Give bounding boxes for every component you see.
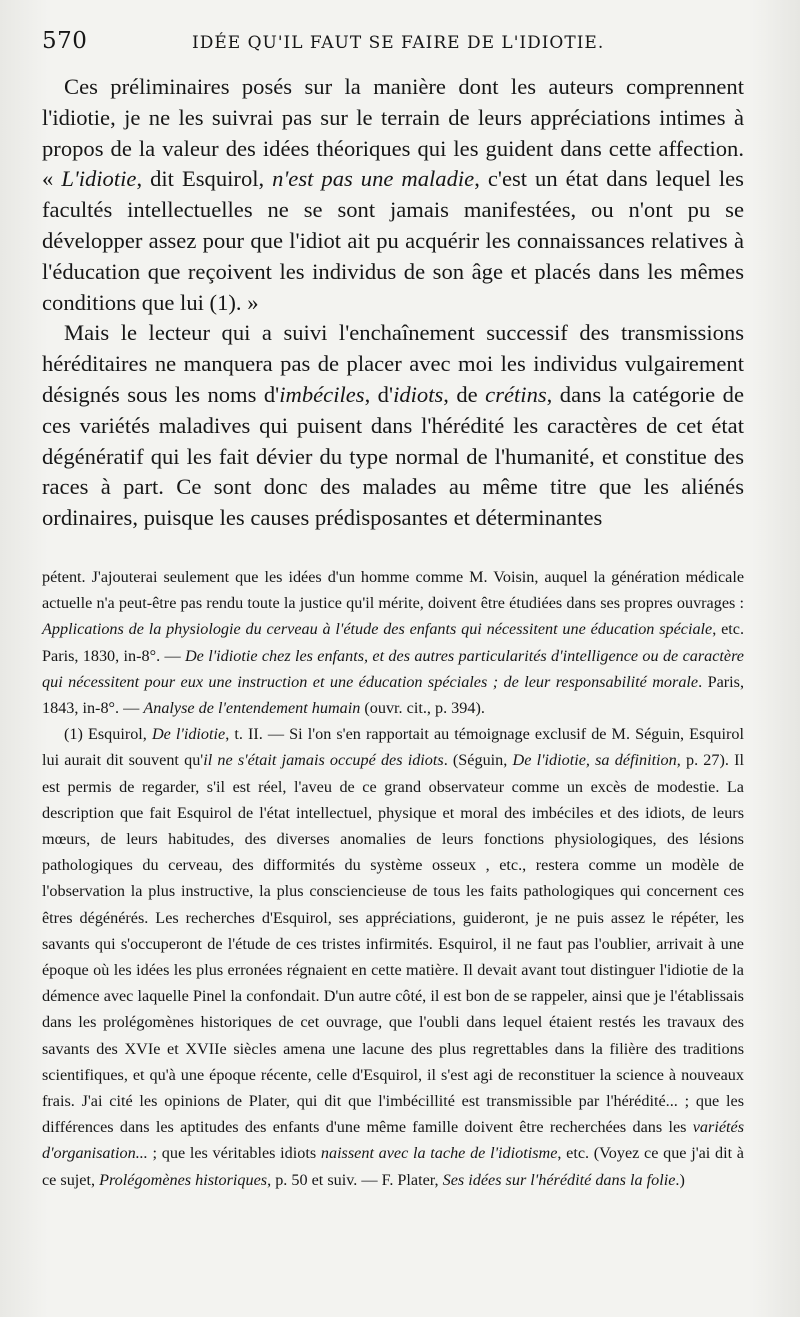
italic-text-segment: Ses idées sur l'hérédité dans la folie: [442, 1170, 676, 1189]
italic-text-segment: naissent avec la tache de l'idiotisme: [320, 1144, 558, 1163]
italic-text-segment: variétés d'organisation...: [42, 1118, 744, 1163]
text-segment: , t. II. — Si l'on s'en rapportait au témoignage exclusif de M. Séguin, Esquirol lui aurait dit souvent qu': [42, 725, 745, 770]
text-segment: , c'est un état dans lequel les facultés intellectuelles ne se sont jamais manifestées, ou n'ont pu se développer assez pour que l'idiot ait pu acquérir les connaissances relatives à l'éducation que reçoivent les individus de son âge et placés dans les mêmes conditions que lui (1). »: [42, 166, 744, 315]
italic-text-segment: idiots: [393, 381, 444, 407]
text-segment: (1) Esquirol,: [64, 725, 152, 744]
text-segment: , p. 50 et suiv. — F. Plater,: [267, 1170, 443, 1189]
footnote-1: [42, 721, 744, 1193]
italic-text-segment: n'est pas une maladie: [272, 166, 475, 192]
italic-text-segment: De l'idiotie: [151, 725, 226, 744]
text-segment: , etc. Paris, 1830, in-8°. —: [42, 620, 744, 665]
text-segment: , dans la catégorie de ces variétés maladives qui puisent dans l'hérédité les caractères de cet état dégénératif qui les fait dévier du type normal de l'humanité, et constitue des races à part. Ce sont donc des malades au même titre que les aliénés ordinaires, puisque les causes prédisposantes et déterminantes: [42, 381, 744, 531]
italic-text-segment: crétins: [485, 381, 547, 407]
text-segment: . Paris, 1843, in-8°. —: [42, 672, 744, 717]
text-segment: .): [675, 1170, 685, 1189]
italic-text-segment: imbéciles: [279, 381, 365, 407]
text-segment: Ces préliminaires posés sur la manière dont les auteurs comprennent l'idiotie, je ne les suivrai pas sur le terrain de leurs appréciations intimes à propos de la valeur des idées théoriques qui les guident dans cette affection. «: [42, 74, 744, 192]
italic-text-segment: il ne s'était jamais occupé des idiots: [203, 751, 444, 770]
text-segment: , d': [364, 381, 394, 407]
text-segment: , p. 27). Il est permis de regarder, s'il est réel, l'aveu de ce grand observateur comme un excès de modestie. La description que fait Esquirol de l'état intellectuel, physique et moral des imbéciles et des idiots, de leurs mœurs, de leurs habitudes, des diverses anomalies de leurs fonctions physiologiques, des lésions pathologiques du cerveau, des difformités du système osseux , etc., restera comme un modèle de l'observation la plus instructive, la plus consciencieuse de tous les faits pathologiques qui concernent ces êtres dégénérés. Les recherches d'Esquirol, ses appréciations, guideront, je ne puis assez le répéter, les savants qui s'occuperont de l'étude de ces tristes infirmités. Esquirol, il ne faut pas l'oublier, arrivait à une époque où les idées les plus erronées régnaient en cette matière. Il devait avant tout distinguer l'idiotie de la démence avec laquelle Pinel la confondait. D'un autre côté, il est bon de se rappeler, ainsi que je l'établissais dans les prolégomènes historiques de cet ouvrage, que l'oubli dans lequel étaient restés les travaux des savants des XVIe et XVIIe siècles amena une lacune des plus regrettables dans la filière des traditions scientifiques, et qu'à une époque récente, celle d'Esquirol, il s'est agi de reconstituer la science à nouveaux frais. J'ai cité les opinions de Plater, qui dit que l'imbécillité est transmissible par l'hérédité... ; que les différences dans les aptitudes des enfants d'une même famille doivent être recherchées dans les: [42, 751, 744, 1137]
paragraph: [42, 72, 744, 318]
text-segment: , etc. (Voyez ce que j'ai dit à ce sujet,: [42, 1144, 744, 1189]
main-text: [42, 72, 744, 534]
italic-text-segment: De l'idiotie, sa définition: [512, 751, 677, 770]
italic-text-segment: De l'idiotie chez les enfants, et des autres particularités d'intelligence ou de caractère qui nécessitent pour eux une instruction et une éducation spéciales ; de leur responsabilité morale: [42, 646, 744, 691]
footnotes: [42, 564, 744, 1193]
italic-text-segment: L'idiotie: [61, 166, 137, 192]
text-segment: ; que les véritables idiots: [147, 1144, 321, 1163]
page-number: 570: [42, 28, 88, 54]
italic-text-segment: Applications de la physiologie du cerveau à l'étude des enfants qui nécessitent une éducation spéciale: [42, 620, 713, 639]
italic-text-segment: Analyse de l'entendement humain: [143, 698, 361, 717]
italic-text-segment: Prolégomènes historiques: [99, 1170, 268, 1189]
text-segment: (ouvr. cit., p. 394).: [360, 698, 485, 717]
page-header: [42, 28, 744, 72]
text-segment: pétent. J'ajouterai seulement que les idées d'un homme comme M. Voisin, auquel la génération médicale actuelle n'a peut-être pas rendu toute la justice qu'il mérite, doivent être étudiées dans ses propres ouvrages :: [42, 567, 744, 613]
running-head: IDÉE QU'IL FAUT SE FAIRE DE L'IDIOTIE.: [192, 33, 605, 53]
text-segment: , de: [443, 381, 486, 407]
paragraph: [42, 318, 744, 534]
text-segment: , dit Esquirol,: [136, 166, 273, 192]
text-segment: Mais le lecteur qui a suivi l'enchaînement successif des transmissions héréditaires ne manquera pas de placer avec moi les individus vulgairement désignés sous les noms d': [42, 320, 744, 407]
footnote-continuation: [42, 564, 744, 721]
text-segment: . (Séguin,: [443, 751, 513, 770]
